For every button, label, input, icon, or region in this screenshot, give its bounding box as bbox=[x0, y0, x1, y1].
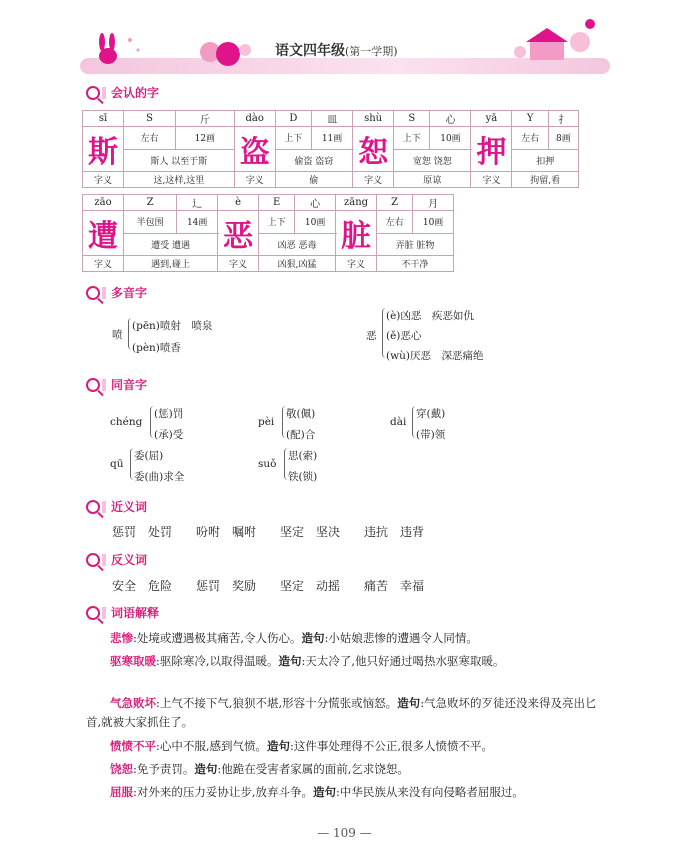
section-recognize: 会认的字 bbox=[86, 84, 159, 101]
section-synonym: 近义词 bbox=[86, 498, 147, 515]
def-fenfenbuping: 愤愤不平:心中不服,感到气愤。造句:这件事处理得不公正,很多人愤愤不平。 bbox=[110, 739, 494, 753]
book-title: 语文四年级(第一学期) bbox=[275, 43, 398, 59]
house-decoration-icon bbox=[510, 12, 605, 68]
page-number: — 109 — bbox=[317, 826, 372, 840]
synonym-list: 惩罚 处罚 吩咐 嘱咐 坚定 坚决 违抗 违背 bbox=[112, 525, 425, 539]
magnifier-icon bbox=[86, 606, 100, 620]
magnifier-icon bbox=[86, 378, 100, 392]
char-zao: 遭 bbox=[83, 211, 124, 256]
magnifier-icon bbox=[86, 500, 100, 514]
poly-pen-char: 喷 bbox=[112, 329, 123, 341]
flower-decoration-icon bbox=[190, 34, 260, 68]
section-polyphone: 多音字 bbox=[86, 284, 147, 301]
def-quhanqunuan: 驱寒取暖:驱除寒冷,以取得温暖。造句:天太冷了,他只好通过喝热水驱寒取暖。 bbox=[110, 654, 505, 668]
def-beican: 悲惨:处境或遭遇极其痛苦,令人伤心。造句:小姑娘悲惨的遭遇令人同情。 bbox=[110, 631, 478, 645]
section-explain: 词语解释 bbox=[86, 604, 159, 621]
section-homophone: 同音字 bbox=[86, 376, 147, 393]
char-si: 斯 bbox=[83, 127, 124, 172]
char-table-1: sī S 斤 dào D 皿 shù S 心 yā Y 扌 斯 左右 12画 盗 上下 11画 恕 上下 10画 押 左右 8画 斯人 以至于斯 偷盗 盗窃 宽恕 饶恕 扣押 字义 这,这样,这里 字义 偷 字义 原谅 字义 拘留,看 bbox=[82, 110, 579, 188]
char-ya: 押 bbox=[471, 127, 512, 172]
def-qufu: 屈服:对外来的压力妥协让步,放弃斗争。造句:中华民族从来没有向侵略者屈服过。 bbox=[110, 785, 524, 799]
char-e: 恶 bbox=[218, 211, 259, 256]
char-shu: 恕 bbox=[353, 127, 394, 172]
rabbit-decoration-icon bbox=[88, 30, 148, 70]
magnifier-icon bbox=[86, 86, 100, 100]
def-qijibaihuai: 气急败坏:上气不接下气,狼狈不堪,形容十分慌张或恼怒。造句:气急败坏的歹徒还没来得及亮出匕首,就被大家抓住了。 bbox=[86, 696, 597, 729]
antonym-list: 安全 危险 惩罚 奖励 坚定 动摇 痛苦 幸福 bbox=[112, 579, 425, 593]
char-zang: 脏 bbox=[336, 211, 377, 256]
magnifier-icon bbox=[86, 286, 100, 300]
char-table-2: zāo Z 辶 è E 心 zāng Z 月 遭 半包围 14画 恶 上下 10画 脏 左右 10画 遭受 遭遇 凶恶 恶毒 弄脏 脏物 字义 遇到,碰上 字义 凶狠,凶猛 字义 不干净 bbox=[82, 194, 454, 272]
magnifier-icon bbox=[86, 553, 100, 567]
char-dao: 盗 bbox=[234, 127, 275, 172]
page-header bbox=[80, 0, 610, 76]
poly-e-char: 恶 bbox=[366, 330, 377, 342]
def-raoshu: 饶恕:免予责罚。造句:他跪在受害者家属的面前,乞求饶恕。 bbox=[110, 762, 409, 776]
section-antonym: 反义词 bbox=[86, 551, 147, 568]
